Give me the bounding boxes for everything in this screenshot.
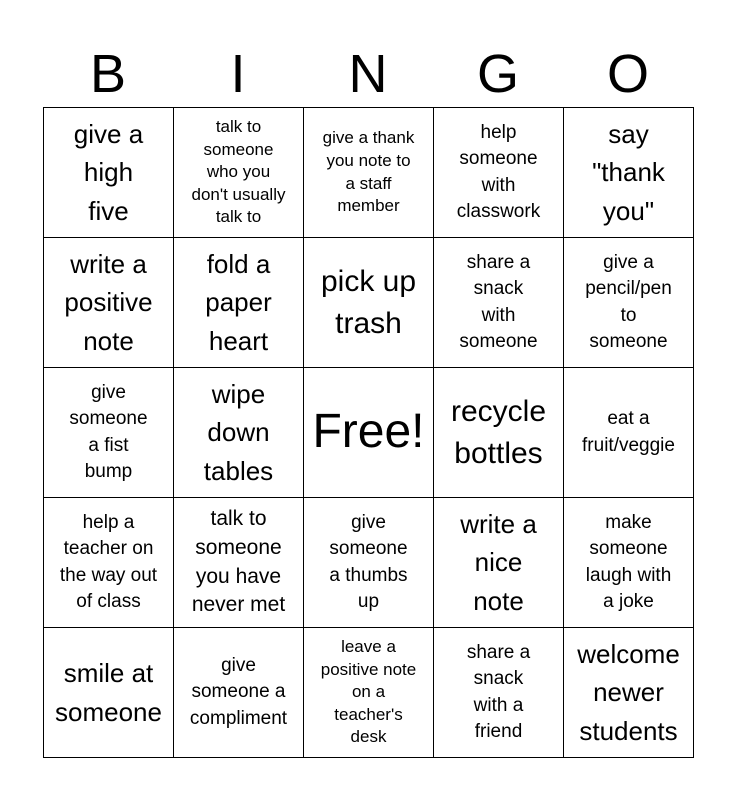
bingo-cell: make someone laugh with a joke bbox=[564, 498, 694, 628]
bingo-free-cell: Free! bbox=[304, 368, 434, 498]
bingo-cell: give someone a thumbs up bbox=[304, 498, 434, 628]
bingo-cell: wipe down tables bbox=[174, 368, 304, 498]
bingo-cell: help someone with classwork bbox=[434, 108, 564, 238]
bingo-cell: fold a paper heart bbox=[174, 238, 304, 368]
bingo-cell: share a snack with a friend bbox=[434, 628, 564, 758]
bingo-cell: give a high five bbox=[44, 108, 174, 238]
header-letter-o: O bbox=[606, 44, 649, 104]
bingo-cell: say "thank you" bbox=[564, 108, 694, 238]
bingo-header bbox=[43, 40, 693, 108]
bingo-cell: give a pencil/pen to someone bbox=[564, 238, 694, 368]
bingo-cell: write a positive note bbox=[44, 238, 174, 368]
bingo-cell: talk to someone you have never met bbox=[174, 498, 304, 628]
bingo-cell: welcome newer students bbox=[564, 628, 694, 758]
bingo-cell: give someone a compliment bbox=[174, 628, 304, 758]
header-letter-b: B bbox=[89, 44, 127, 104]
header-letter-g: G bbox=[476, 44, 519, 104]
bingo-cell: write a nice note bbox=[434, 498, 564, 628]
bingo-cell: pick up trash bbox=[304, 238, 434, 368]
header-letter-i: I bbox=[230, 44, 246, 104]
header-letter-n: N bbox=[348, 44, 388, 104]
bingo-board bbox=[43, 107, 694, 758]
bingo-cell: eat a fruit/veggie bbox=[564, 368, 694, 498]
bingo-cell: recycle bottles bbox=[434, 368, 564, 498]
bingo-cell: share a snack with someone bbox=[434, 238, 564, 368]
bingo-cell: give someone a fist bump bbox=[44, 368, 174, 498]
bingo-cell: give a thank you note to a staff member bbox=[304, 108, 434, 238]
bingo-cell: smile at someone bbox=[44, 628, 174, 758]
bingo-cell: leave a positive note on a teacher's desk bbox=[304, 628, 434, 758]
bingo-cell: help a teacher on the way out of class bbox=[44, 498, 174, 628]
bingo-cell: talk to someone who you don't usually talk to bbox=[174, 108, 304, 238]
